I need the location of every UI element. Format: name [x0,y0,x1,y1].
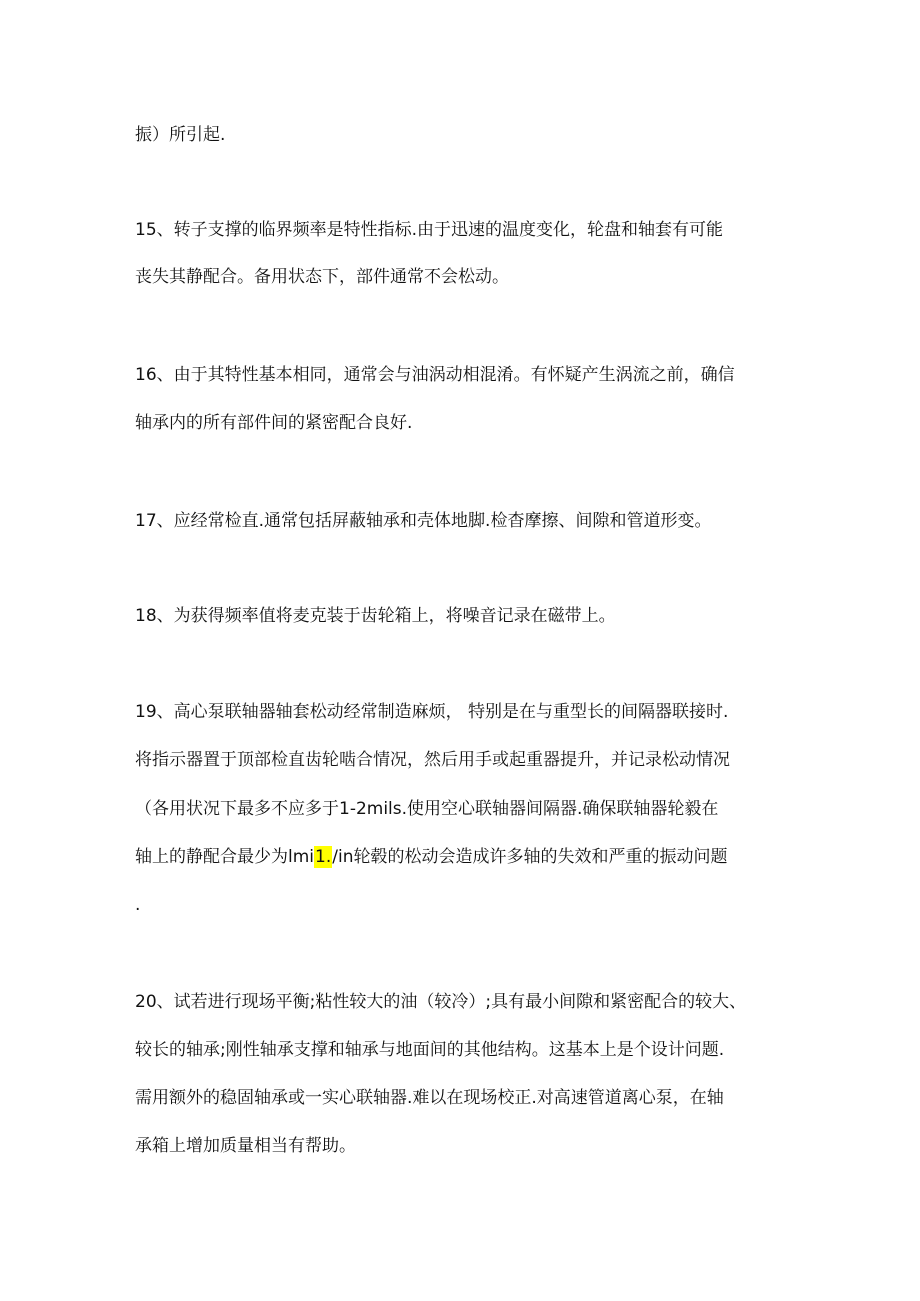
text-line: 振）所引起. [135,125,226,145]
item-18-line-1: 18、为获得频率值将麦克装于齿轮箱上，将噪音记录在磁带上。 [135,606,616,626]
item-16-line-1: 16、由于其特性基本相同，通常会与油涡动相混淆。有怀疑产生涡流之前，确信 [135,365,735,385]
item-19-line-2: 将指示器置于顶部检直齿轮啮合情况，然后用手或起重器提升，并记录松动情况 [135,750,730,770]
item-20-line-3: 需用额外的稳固轴承或一实心联轴器.难以在现场校正.对高速管道离心泵，在轴 [135,1088,724,1108]
item-16-line-2: 轴承内的所有部件间的紧密配合良好. [135,413,413,433]
item-20-line-4: 承箱上增加质量相当有帮助。 [135,1136,356,1156]
item-15-line-1: 15、转子支撑的临界频率是特性指标.由于迅速的温度变化，轮盘和轴套有可能 [135,220,724,240]
item-19-line-3: （各用状况下最多不应多于1-2mils.使用空心联轴器间隔器.确保联轴器轮毅在 [135,799,719,819]
highlighted-text: 1. [315,847,332,867]
item-19-line-4 [135,846,815,868]
item-19-line-1: 19、高心泵联轴器轴套松动经常制造麻烦， 特别是在与重型长的间隔器联接时. [135,702,729,722]
item-20-line-1: 20、试若进行现场平衡;粘性较大的油（较冷）;具有最小间隙和紧密配合的较大、 [135,992,747,1012]
item-15-line-2: 丧失其静配合。备用状态下，部件通常不会松动。 [135,267,509,287]
line-text-end: /in轮毂的松动会造成许多轴的失效和严重的振动问题 [332,847,728,867]
item-20-line-2: 较长的轴承;刚性轴承支撑和轴承与地面间的其他结构。这基本上是个设计问题. [135,1040,725,1060]
item-19-line-5: . [135,895,141,915]
item-17-line-1: 17、应经常检直.通常包括屏蔽轴承和壳体地脚.检杳摩擦、间隙和管道形变。 [135,511,712,531]
line-text-start: 轴上的静配合最少为lmi [135,847,315,867]
